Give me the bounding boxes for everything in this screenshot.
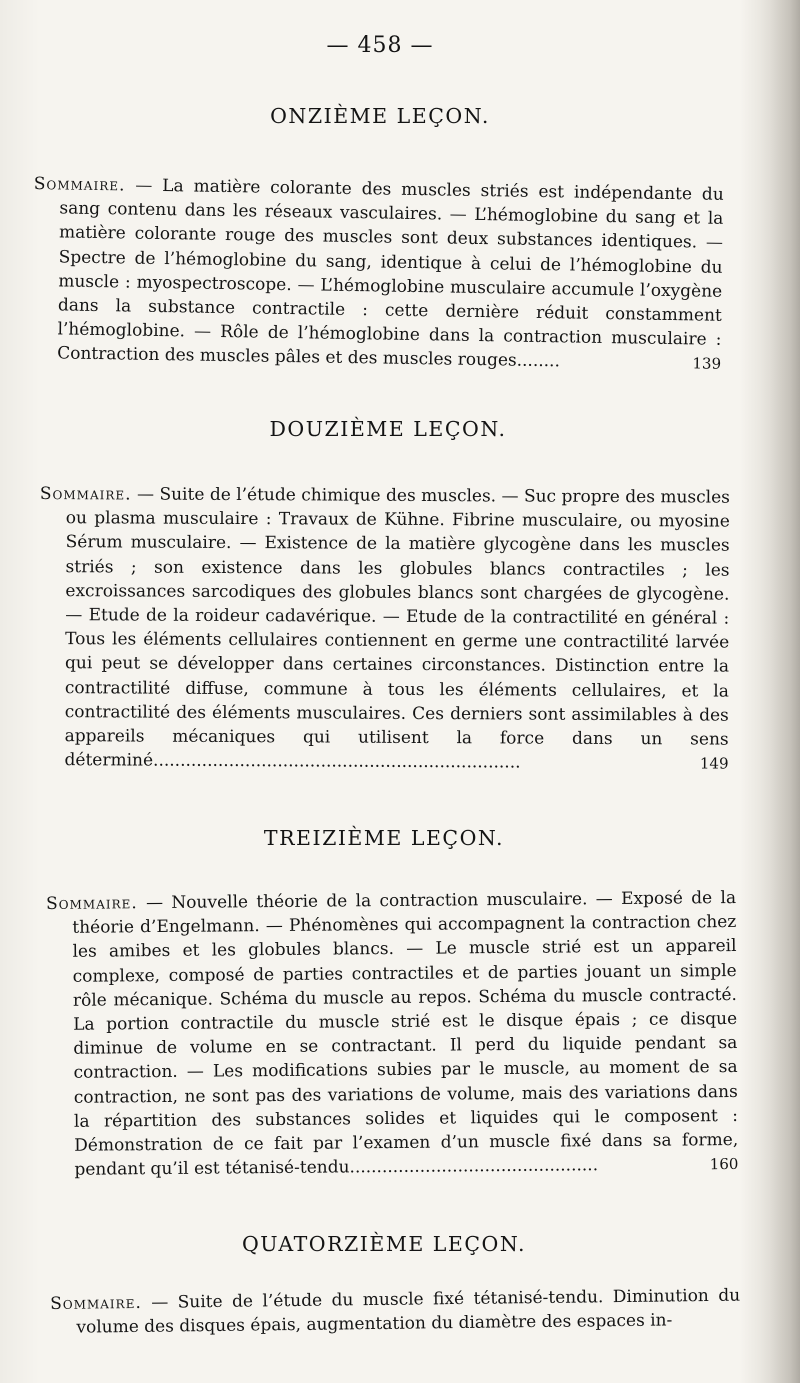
lecon-title-quatorzieme: QUATORZIÈME LEÇON.	[241, 1232, 527, 1256]
summary-treizieme	[46, 886, 739, 1182]
summary-label: Sommaire.	[46, 893, 138, 914]
page-edge-shadow	[760, 0, 800, 1383]
dot-leader: ........	[516, 351, 561, 372]
summary-paragraph	[38, 482, 730, 776]
summary-douzieme	[38, 482, 730, 776]
summary-quatorzieme	[50, 1284, 741, 1341]
page-reference: 149	[699, 754, 729, 773]
lecon-title-onzieme: ONZIÈME LEÇON.	[270, 104, 490, 128]
summary-text: — Suite de l’étude du muscle fixé tétanisé-tendu. Diminution du volume des disques épais, augmentation du diamètre des espaces in-	[76, 1285, 741, 1338]
summary-label: Sommaire.	[33, 173, 126, 196]
summary-label: Sommaire.	[39, 483, 132, 505]
summary-paragraph	[46, 886, 739, 1182]
summary-text: — La matière colorante des muscles striés est indépendante du sang contenu dans les réseaux vasculaires. — L’hémoglobine du sang et la matière colorante rouge des muscles sont deux substances identiques. — Spectre de l’hémoglobine du sang, identique à celui de l’hémoglobine du muscle : myospectroscope. — L’hémoglobine musculaire accumule l’oxygène dans la substance contractile : cette dernière réduit constamment l’hémoglobine. — Rôle de l’hémoglobine dans la contraction musculaire : Contraction des muscles pâles et des muscles rouges	[56, 175, 724, 372]
lecon-title-treizieme: TREIZIÈME LEÇON.	[263, 826, 505, 850]
page-reference: 160	[709, 1155, 739, 1174]
dot-leader: ....................................................................	[153, 750, 521, 773]
summary-text: — Nouvelle théorie de la contraction musculaire. — Exposé de la théorie d’Engelmann. — Phénomènes qui accompagnent la contraction chez les amibes et les globules blancs. — Le muscle strié est un appareil complexe, composé de parties contractiles et de parties jouant un simple rôle mécanique. Schéma du muscle au repos. Schéma du muscle contracté. La portion contractile du muscle strié est le disque épais ; ce disque diminue de volume en se contractant. Il perd du liquide pendant sa contraction. — Les modifications subies par le muscle, au moment de sa contraction, ne sont pas des variations de volume, mais des variations dans la répartition des substances solides et liquides qui le composent : Démonstration de ce fait par l’examen d’un muscle fixé dans sa forme, pendant qu’il est tétanisé-tendu	[72, 887, 739, 1180]
summary-onzieme	[31, 172, 724, 376]
page-number: — 458 —	[326, 33, 434, 58]
summary-text: — Suite de l’étude chimique des muscles. — Suc propre des muscles ou plasma musculaire : Travaux de Kühne. Fibrine musculaire, ou myosine Sérum musculaire. — Existence de la matière glycogène dans les muscles striés ; son existence dans les globules blancs contractiles ; les excroissances sarcodiques des globules blancs sont chargées de glycogène. — Etude de la roideur cadavérique. — Etude de la contractilité en général : Tous les éléments cellulaires contiennent en germe une contractilité larvée qui peut se développer dans certaines circonstances. Distinction entre la contractilité diffuse, commune à tous les éléments cellulaires, et la contractilité des éléments musculaires. Ces derniers sont assimilables à des appareils mécaniques qui utilisent la force dans un sens déterminé	[64, 484, 730, 771]
summary-paragraph	[31, 172, 724, 376]
summary-label: Sommaire.	[50, 1292, 142, 1314]
lecon-title-douzieme: DOUZIÈME LEÇON.	[269, 417, 507, 441]
dot-leader: ..............................................	[349, 1155, 599, 1178]
summary-paragraph	[50, 1284, 741, 1341]
page-reference: 139	[692, 354, 722, 374]
